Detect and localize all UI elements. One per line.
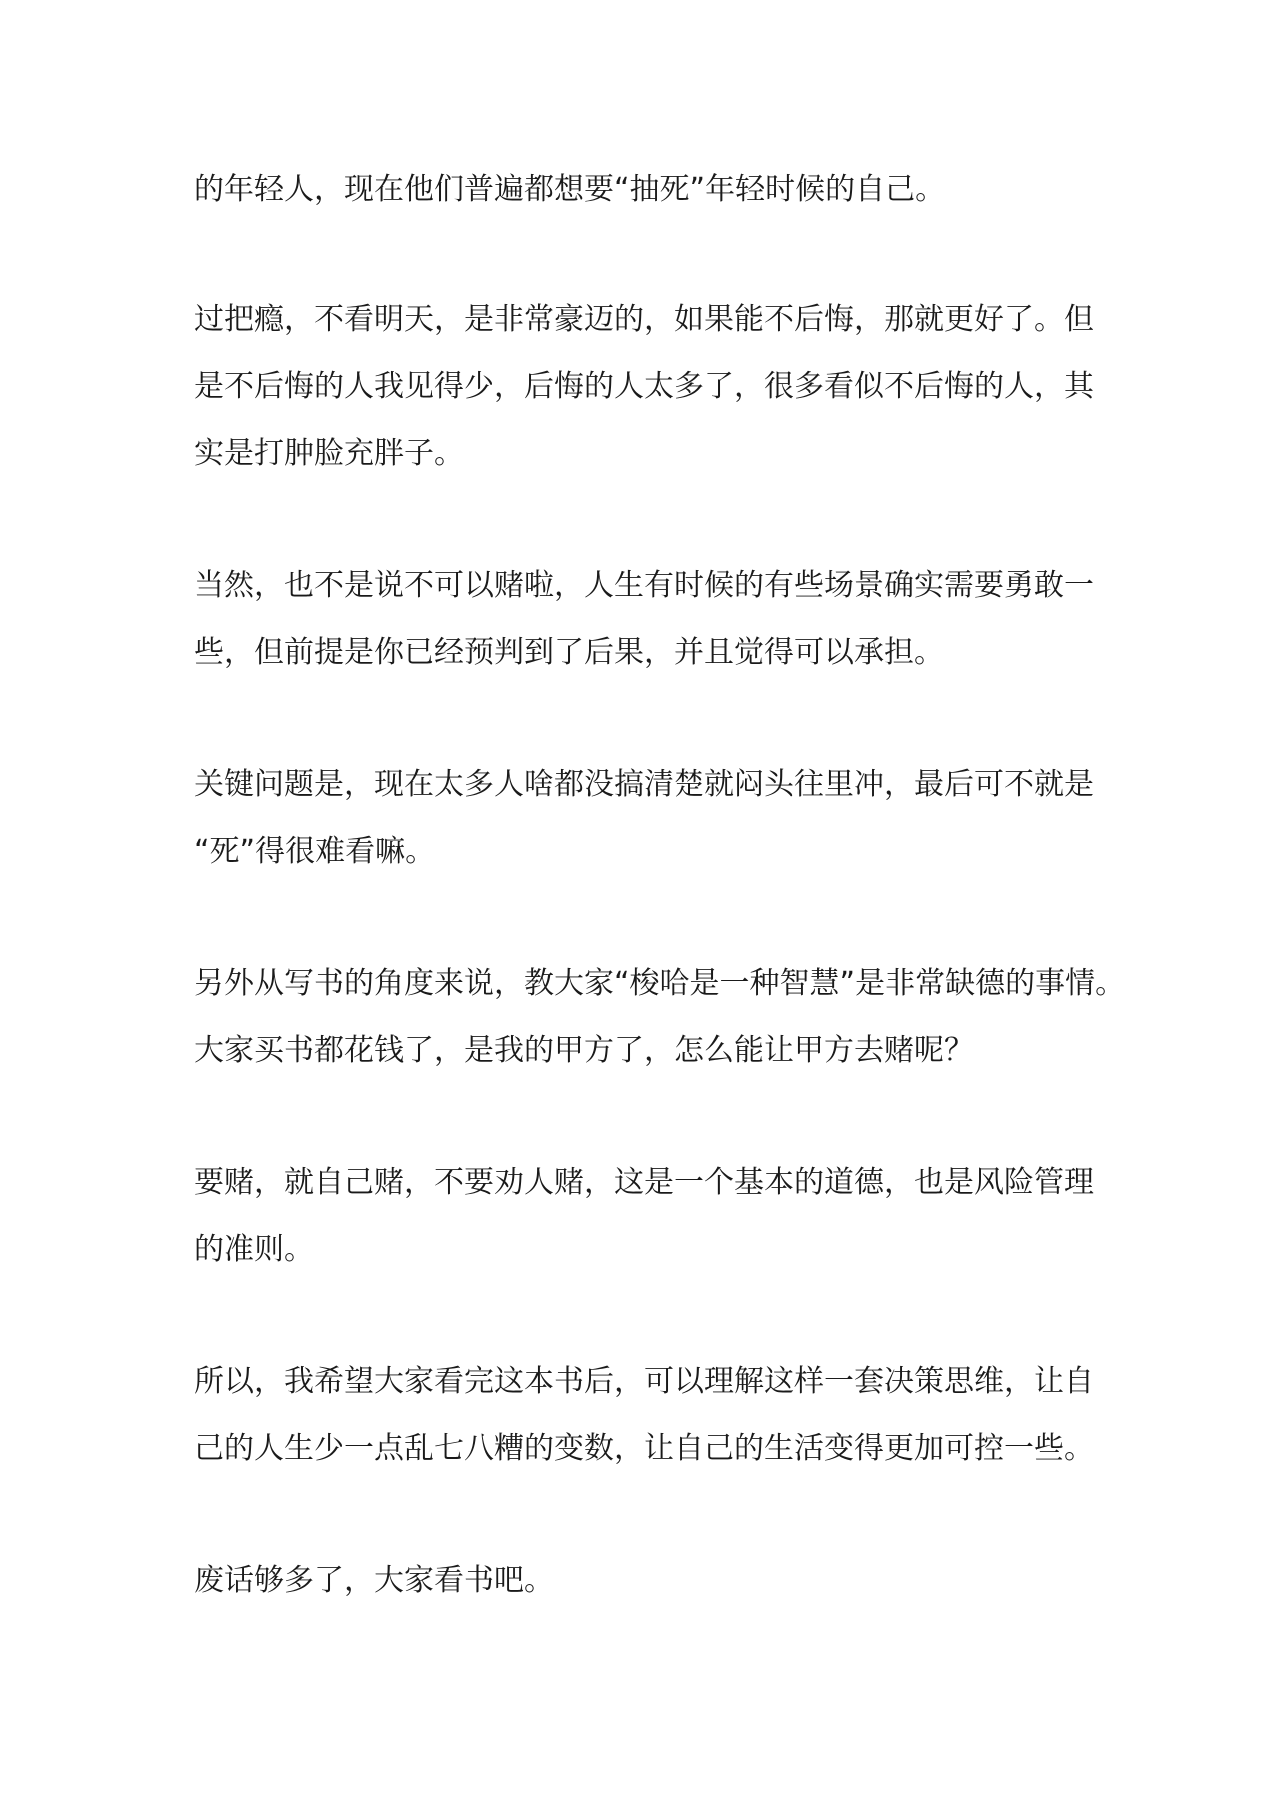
paragraph-line: 当然，也不是说不可以赌啦，人生有时候的有些场景确实需要勇敢一 — [194, 568, 1094, 603]
paragraph-line: 己的人生少一点乱七八糟的变数，让自己的生活变得更加可控一些。 — [194, 1431, 1094, 1466]
paragraph-line: 些，但前提是你已经预判到了后果，并且觉得可以承担。 — [194, 635, 944, 670]
paragraph-line: 过把瘾，不看明天，是非常豪迈的，如果能不后悔，那就更好了。但 — [194, 302, 1094, 337]
paragraph-line: 实是打肿脸充胖子。 — [194, 436, 464, 471]
paragraph-line: 大家买书都花钱了，是我的甲方了，怎么能让甲方去赌呢？ — [194, 1033, 974, 1068]
paragraph-line: 要赌，就自己赌，不要劝人赌，这是一个基本的道德，也是风险管理 — [194, 1165, 1094, 1200]
paragraph-line: “死”得很难看嘛。 — [194, 834, 436, 869]
paragraph-line: 所以，我希望大家看完这本书后，可以理解这样一套决策思维，让自 — [194, 1364, 1094, 1399]
paragraph-line: 另外从写书的角度来说，教大家“梭哈是一种智慧”是非常缺德的事情。 — [194, 966, 1126, 1001]
paragraph-line: 的准则。 — [194, 1232, 314, 1267]
paragraph-line: 的年轻人，现在他们普遍都想要“抽死”年轻时候的自己。 — [194, 172, 946, 207]
paragraph-line: 是不后悔的人我见得少，后悔的人太多了，很多看似不后悔的人，其 — [194, 369, 1094, 404]
paragraph-line: 关键问题是，现在太多人啥都没搞清楚就闷头往里冲，最后可不就是 — [194, 767, 1094, 802]
paragraph-line: 废话够多了，大家看书吧。 — [194, 1563, 554, 1598]
